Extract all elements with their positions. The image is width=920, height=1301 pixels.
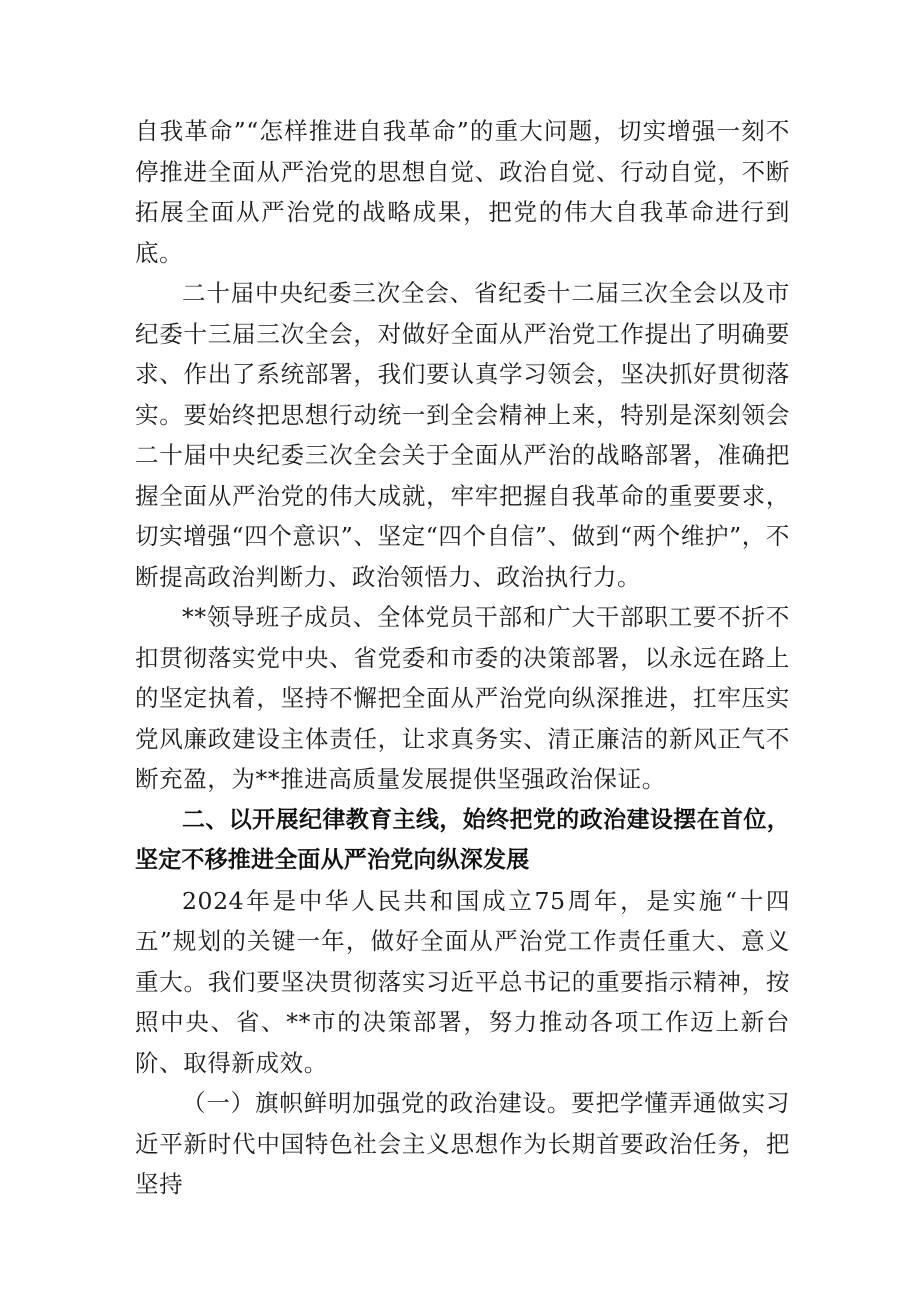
paragraph-political-building: （一）旗帜鲜明加强党的政治建设。要把学懂弄通做实习近平新时代中国特色社会主义思想作为长期首要政治任务，把坚持	[135, 1089, 790, 1198]
paragraph-continuation: 自我革命”“怎样推进自我革命”的重大问题，切实增强一刻不停推进全面从严治党的思想自觉、政治自觉、行动自觉，不断拓展全面从严治党的战略成果，把党的伟大自我革命进行到底。	[135, 117, 790, 267]
section-heading-two: 二、以开展纪律教育主线，始终把党的政治建设摆在首位，坚定不移推进全面从严治党向纵深发展	[135, 806, 790, 873]
paragraph-year-2024: 2024年是中华人民共和国成立75周年，是实施“十四五”规划的关键一年，做好全面从严治党工作责任重大、意义重大。我们要坚决贯彻落实习近平总书记的重要指示精神，按照中央、省、**市的决策部署，努力推动各项工作迈上新台阶、取得新成效。	[135, 886, 790, 1077]
paragraph-leadership-team: **领导班子成员、全体党员干部和广大干部职工要不折不扣贯彻落实党中央、省党委和市委的决策部署，以永远在路上的坚定执着，坚持不懈把全面从严治党向纵深推进，扛牢压实党风廉政建设主体责任，让求真务实、清正廉洁的新风正气不断充盈，为**推进高质量发展提供坚强政治保证。	[135, 603, 790, 793]
document-body	[135, 111, 790, 1205]
paragraph-plenary-sessions: 二十届中央纪委三次全会、省纪委十二届三次全会以及市纪委十三届三次全会，对做好全面从严治党工作提出了明确要求、作出了系统部署，我们要认真学习领会，坚决抓好贯彻落实。要始终把思想行动统一到全会精神上来，特别是深刻领会二十届中央纪委三次全会关于全面从严治的战略部署，准确把握全面从严治党的伟大成就，牢牢把握自我革命的重要要求，切实增强“四个意识”、坚定“四个自信”、做到“两个维护”，不断提高政治判断力、政治领悟力、政治执行力。	[135, 279, 790, 591]
